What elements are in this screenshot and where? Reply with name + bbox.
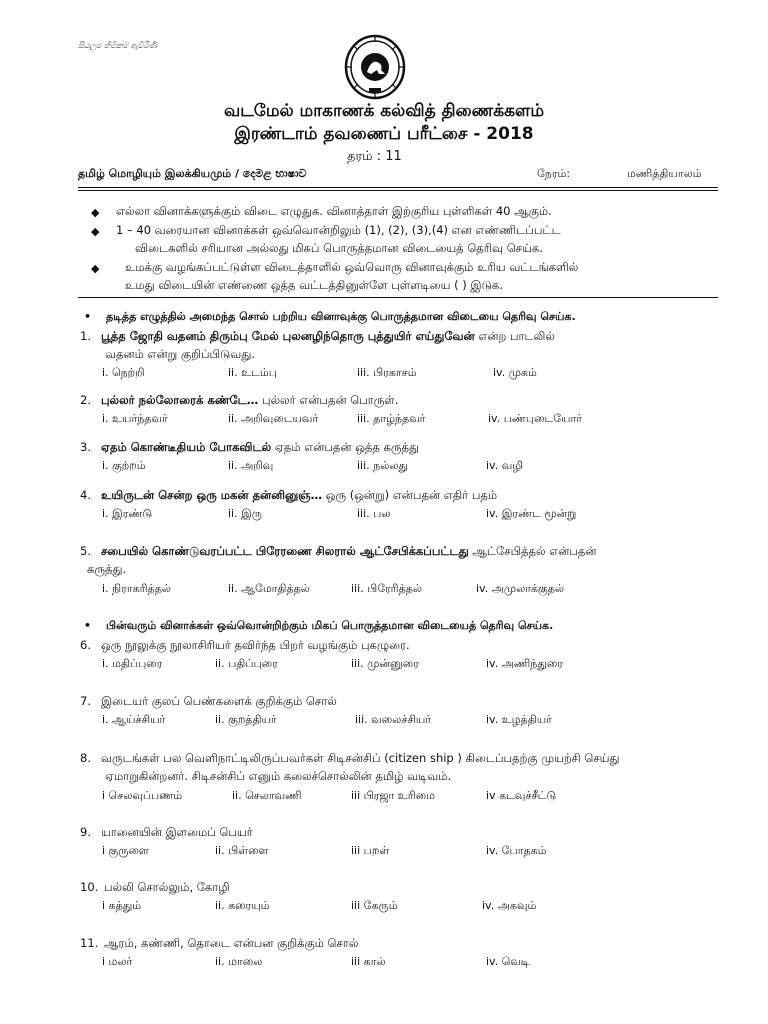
question-number: 6. bbox=[80, 638, 91, 652]
question-text: என்ற பாடலில் bbox=[474, 329, 555, 343]
department-title: வடமேல் மாகாணக் கல்வித் திணைக்களம் bbox=[223, 101, 545, 121]
option-ii[interactable]: ii. குறத்தியர் bbox=[215, 713, 277, 726]
option-i[interactable]: i. இரண்டு bbox=[102, 507, 153, 520]
option-iv[interactable]: iv. வழி bbox=[486, 459, 524, 472]
option-i[interactable]: i. மதிப்புரை bbox=[102, 657, 163, 670]
option-i[interactable]: i குருளை bbox=[102, 844, 149, 857]
question-text: வருடங்கள் பல வெளிநாட்டிலிருப்பவர்கள் சிடிசன்சிப் (citizen ship ) கிடைப்பதற்கு முயற்சி செய்து bbox=[101, 751, 620, 765]
option-iv[interactable]: iv. போதகம் bbox=[486, 844, 547, 857]
option-iii[interactable]: iii. பிரகாசம் bbox=[357, 366, 417, 379]
question-continuation: வதனம் என்று குறிப்பிடுவது. bbox=[105, 347, 255, 361]
instruction-bullet: ◆ bbox=[91, 262, 100, 275]
question-number: 10. bbox=[80, 880, 99, 894]
question-text: ஆட்சேபித்தல் என்பதன் bbox=[468, 544, 597, 558]
header-divider-bottom bbox=[78, 190, 718, 191]
option-ii[interactable]: ii. மாலை bbox=[215, 955, 263, 968]
question-bold-text: ஏதம் கொண்டீதியம் போகவிடல் bbox=[101, 440, 272, 454]
question-text: ஒரு (ஒன்று) என்பதன் எதிர் பதம் bbox=[322, 488, 498, 502]
option-iv[interactable]: iv. அகவும் bbox=[482, 899, 537, 912]
option-i[interactable]: i. நிராகரித்தல் bbox=[102, 582, 172, 595]
question-number: 1. bbox=[80, 329, 91, 343]
question-bold-text: உயிருடன் சென்ற ஒரு மகன் தன்னினுஞ்… bbox=[101, 488, 323, 502]
option-iv[interactable]: iv. அணிந்துரை bbox=[486, 657, 563, 670]
option-ii[interactable]: ii. ஆமோதித்தல் bbox=[228, 582, 310, 595]
question-text: இடையர் குலப் பெண்களைக் குறிக்கும் சொல் bbox=[101, 694, 337, 708]
instruction-bullet: ◆ bbox=[91, 225, 100, 238]
instruction-bullet: ◆ bbox=[91, 206, 100, 219]
option-iv[interactable]: iv. இரண்ட மூன்று bbox=[486, 507, 577, 520]
option-iv[interactable]: iv. வெடி bbox=[486, 955, 530, 968]
question-number: 2. bbox=[80, 393, 91, 407]
option-iv[interactable]: iv. பண்புடையோர் bbox=[488, 412, 582, 425]
question-bold-text: சபையில் கொண்டுவரப்பட்ட பிரேரணை சிலரால் ஆட்சேபிக்கப்பட்டது bbox=[101, 544, 469, 558]
question-text: பல்லி சொல்லும், கோழி bbox=[104, 880, 230, 894]
section-bullet: • bbox=[84, 310, 92, 323]
instruction-text: உமது விடையின் எண்ணை ஒத்த வட்டத்தினுள்ளே புள்ளடியை ( ) இடுக. bbox=[125, 278, 503, 292]
option-i[interactable]: i கத்தும் bbox=[102, 899, 142, 912]
question-bold-text: புல்லர் நல்லோரைக் கண்டே… bbox=[101, 393, 259, 407]
option-ii[interactable]: ii. செலாவணி bbox=[232, 789, 302, 802]
section-bullet: • bbox=[84, 619, 92, 632]
option-iii[interactable]: iii பிரஜா உரிமை bbox=[351, 789, 435, 802]
question-number: 8. bbox=[80, 751, 91, 765]
option-iii[interactable]: iii. முன்னுரை bbox=[351, 657, 419, 670]
question-text: ஒரு நூலுக்கு நூலாசிரியர் தவிர்ந்த பிறர் வழங்கும் புகழுரை. bbox=[101, 638, 410, 652]
time-value: மணித்தியாலம் bbox=[627, 167, 702, 180]
copyright-note: සියලුම හිමිකම් ඇවිරිණි bbox=[78, 41, 158, 50]
option-i[interactable]: i. ஆய்ச்சியர் bbox=[102, 713, 166, 726]
option-ii[interactable]: ii. பிள்ளை bbox=[215, 844, 269, 857]
option-iii[interactable]: iii. பிரேரித்தல் bbox=[351, 582, 423, 595]
question-text: யானையின் இளமைப் பெயர் bbox=[101, 825, 253, 839]
option-iii[interactable]: iii கேரும் bbox=[351, 899, 398, 912]
option-ii[interactable]: ii. பதிப்புரை bbox=[215, 657, 278, 670]
option-iii[interactable]: iii கால் bbox=[351, 955, 386, 968]
sri-lanka-emblem-icon bbox=[343, 34, 407, 100]
option-iv[interactable]: iv. உழத்தியர் bbox=[486, 713, 552, 726]
question-number: 3. bbox=[80, 440, 91, 454]
option-i[interactable]: i செலவுப்பணம் bbox=[102, 789, 183, 802]
question-continuation: ஏமாறுகின்றனர். சிடிசன்சிப் எனும் கலைச்சொல்லின் தமிழ் வடிவம். bbox=[105, 769, 452, 783]
instruction-text: விடைகளில் சரியான அல்லது மிகப் பொருத்தமான விடையைத் தெரிவு செய்க. bbox=[135, 241, 543, 255]
option-ii[interactable]: ii. இரு bbox=[228, 507, 262, 520]
instructions-divider bbox=[78, 297, 718, 298]
question-number: 7. bbox=[80, 694, 91, 708]
question-number: 9. bbox=[80, 825, 91, 839]
option-i[interactable]: i. குற்றம் bbox=[102, 459, 146, 472]
exam-title: இரண்டாம் தவணைப் பரீட்சை - 2018 bbox=[234, 124, 534, 144]
instruction-text: உமக்கு வழங்கப்பட்டுள்ள விடைத்தாளில் ஒவ்வொரு வினாவுக்கும் உரிய வட்டங்களில் bbox=[125, 260, 579, 274]
option-ii[interactable]: ii. கரையும் bbox=[215, 899, 270, 912]
subject-label: தமிழ் மொழியும் இலக்கியமும் / දෙමළ භාෂාව bbox=[78, 167, 307, 180]
question-text: ஆரம், கண்ணி, தொடை என்பன குறிக்கும் சொல் bbox=[104, 936, 359, 950]
option-iii[interactable]: iii. பல bbox=[357, 507, 391, 520]
option-ii[interactable]: ii. அறிவுடையவர் bbox=[228, 412, 319, 425]
question-number: 5. bbox=[80, 544, 91, 558]
option-iv[interactable]: iv கடவுச்சீட்டு bbox=[486, 789, 557, 802]
question-number: 4. bbox=[80, 488, 91, 502]
option-iv[interactable]: iv. முகம் bbox=[493, 366, 537, 379]
option-iv[interactable]: iv. அமுலாக்குதல் bbox=[476, 582, 565, 595]
option-i[interactable]: i. உயர்ந்தவர் bbox=[102, 412, 168, 425]
question-text: ஏதம் என்பதன் ஒத்த கருத்து bbox=[271, 440, 419, 454]
instruction-text: எல்லா வினாக்களுக்கும் விடை எழுதுக. வினாத்தாள் இற்குரிய புள்ளிகள் 40 ஆகும். bbox=[116, 204, 552, 218]
option-ii[interactable]: ii. அறிவு bbox=[228, 459, 274, 472]
option-i[interactable]: i. நெற்றி bbox=[102, 366, 145, 379]
question-number: 11. bbox=[80, 936, 99, 950]
question-bold-text: பூத்த ஜோதி வதனம் திரும்பு மேல் புலனழிந்தொரு புத்துயிர் எய்துவேன் bbox=[101, 329, 475, 343]
option-ii[interactable]: ii. உடம்பு bbox=[228, 366, 277, 379]
grade-label: தரம் : 11 bbox=[347, 149, 402, 164]
time-label: நேரம்: bbox=[537, 167, 571, 180]
question-text: புல்லர் என்பதன் பொருள். bbox=[258, 393, 399, 407]
section-heading: பின்வரும் வினாக்கள் ஒவ்வொன்றிற்கும் மிகப் பொருத்தமான விடையைத் தெரிவு செய்க. bbox=[106, 619, 554, 632]
option-i[interactable]: i மலர் bbox=[102, 955, 133, 968]
question-continuation: கருத்து. bbox=[87, 562, 127, 576]
header-divider-top bbox=[78, 187, 718, 188]
option-iii[interactable]: iii. தாழ்ந்தவர் bbox=[357, 412, 426, 425]
option-iii[interactable]: iii. வலைச்சியர் bbox=[355, 713, 432, 726]
option-iii[interactable]: iii. நல்லது bbox=[357, 459, 409, 472]
option-iii[interactable]: iii பறள் bbox=[351, 844, 390, 857]
section-heading: தடித்த எழுத்தில் அமைந்த சொல் பற்றிய வினாவுக்கு பொருத்தமான விடையை தெரிவு செய்க. bbox=[106, 310, 576, 323]
instruction-text: 1 – 40 வரையான வினாக்கள் ஒவ்வொன்றிலும் (1), (2), (3),(4) என எண்ணிடப்பட்ட bbox=[116, 223, 561, 237]
